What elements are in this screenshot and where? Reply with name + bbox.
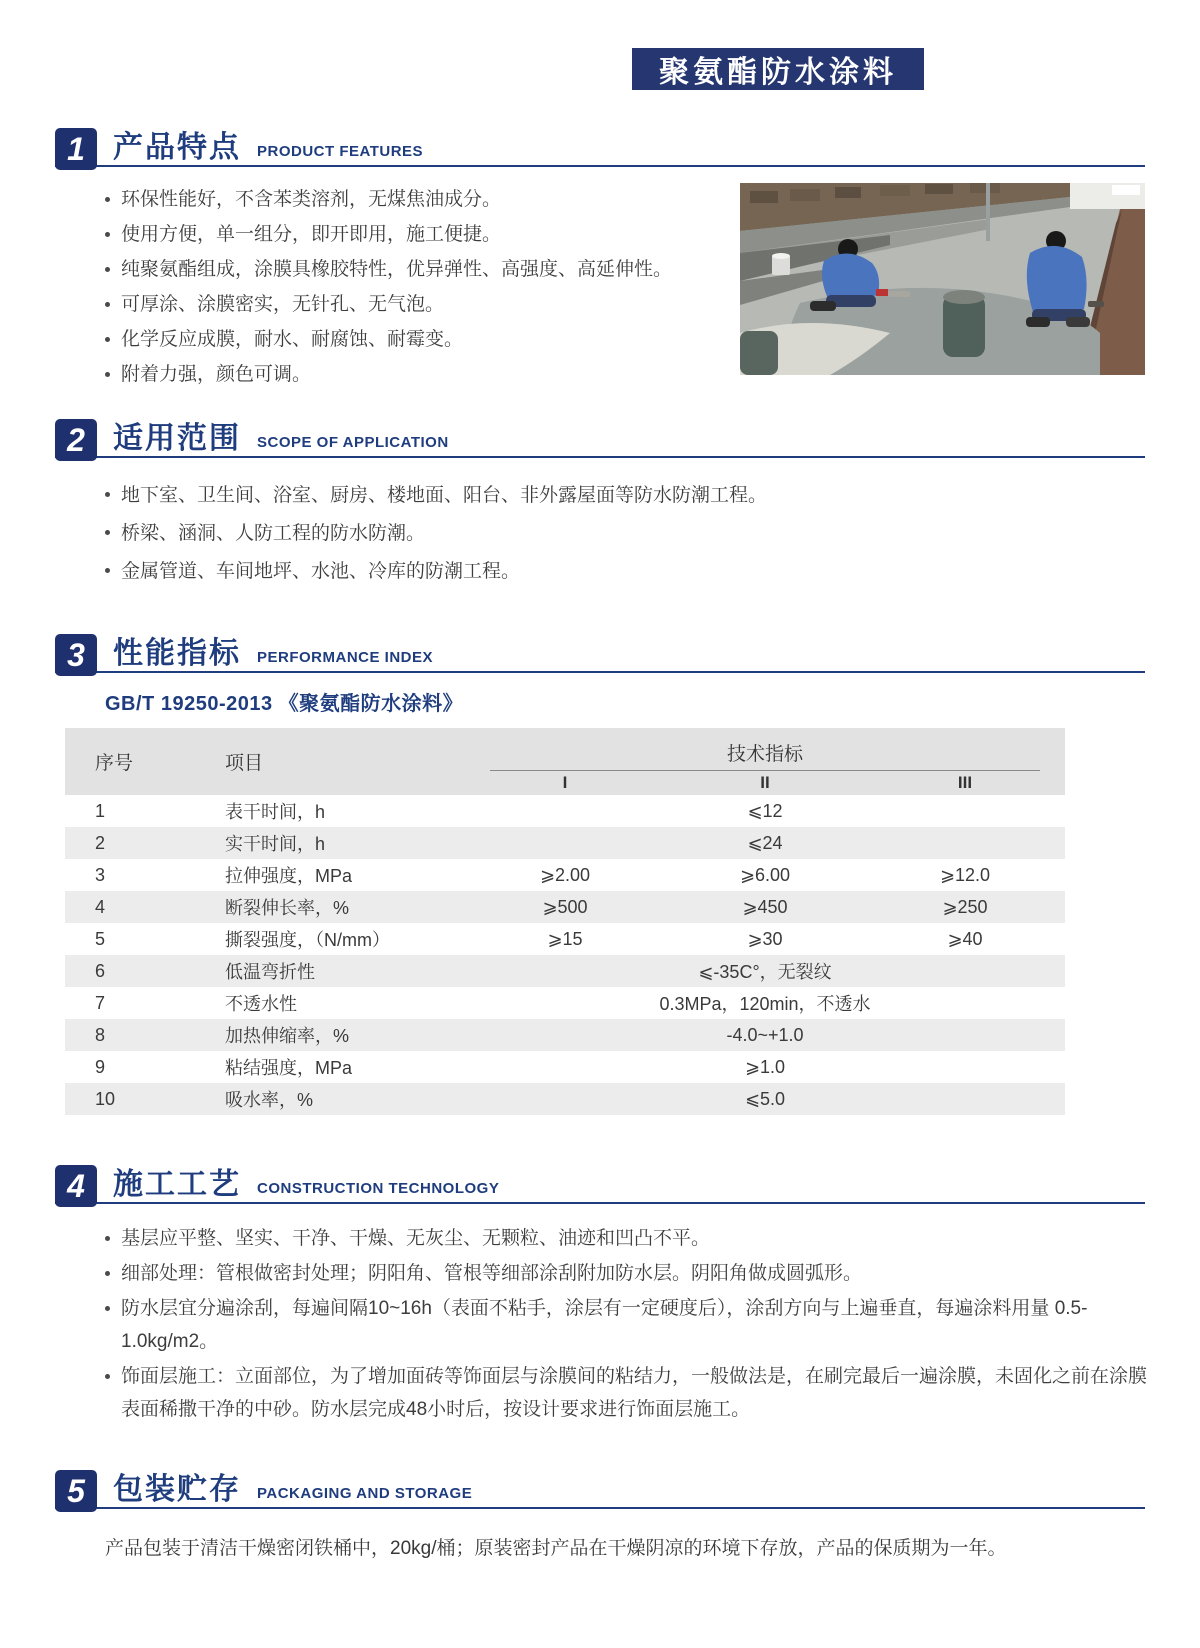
list-item [105,358,720,391]
value-grade-2: ⩾450 [742,896,788,917]
bullet-dot-icon [105,1236,110,1241]
col-header-index: 序号 [95,752,134,774]
row-values [465,1083,1065,1115]
section-header [55,128,1145,167]
section-number-badge: 5 [55,1470,97,1512]
list-item [105,516,1145,552]
scope-list [105,478,1145,590]
feature-list [105,183,720,393]
section-header [55,1470,1145,1509]
roof-coating-photo-illustration [740,183,1145,375]
list-item-text: 饰面层施工：立面部位，为了增加面砖等饰面层与涂膜间的粘结力，一般做法是，在刷完最后一遍涂膜，未固化之前在涂膜表面稀撒干净的中砂。防水层完成48小时后，按设计要求进行饰面层施工。 [121,1366,1148,1420]
list-item [105,253,720,286]
list-item-text: 环保性能好，不含苯类溶剂，无煤焦油成分。 [121,189,502,210]
list-item [105,288,720,321]
section-title-zh: 包装贮存 [113,1473,241,1506]
packaging-text: 产品包装于清洁干燥密闭铁桶中，20kg/桶；原装密封产品在干燥阴凉的环境下存放，产品的保质期为一年。 [105,1538,1007,1559]
value-span: ⩽5.0 [744,1088,786,1109]
value-span: ⩽-35C°，无裂纹 [698,962,832,982]
value-grade-1: ⩾2.00 [539,864,591,885]
section-title-en: CONSTRUCTION TECHNOLOGY [257,1180,500,1197]
bullet-dot-icon [105,337,110,342]
value-span: ⩽12 [747,800,783,821]
row-values [465,987,1065,1019]
table-row [65,859,1065,891]
section-title-en: PERFORMANCE INDEX [257,649,434,666]
value-span: ⩾1.0 [744,1056,786,1077]
table-header [65,728,1065,795]
row-item: 表干时间，h [225,802,326,822]
table-row [65,955,1065,987]
section-title-zh: 产品特点 [113,131,241,164]
bullet-dot-icon [105,492,110,497]
table-row [65,795,1065,827]
section-header [55,419,1145,458]
list-item-text: 可厚涂、涂膜密实，无针孔、无气泡。 [121,294,445,315]
list-item-text: 细部处理：管根做密封处理；阴阳角、管根等细部涂刮附加防水层。阴阳角做成圆弧形。 [121,1263,863,1284]
list-item-text: 化学反应成膜，耐水、耐腐蚀、耐霉变。 [121,329,464,350]
standard-reference: GB/T 19250-2013 《聚氨酯防水涂料》 [105,693,464,715]
bullet-dot-icon [105,530,110,535]
row-values [465,827,1065,859]
list-item [105,554,1145,590]
col-header-item: 项目 [225,752,264,774]
row-index: 4 [95,896,106,917]
value-grade-1: ⩾15 [547,928,583,949]
col-header-grade-1: I [562,773,568,792]
row-item: 实干时间，h [225,834,326,854]
table-row [65,923,1065,955]
row-values [465,859,1065,891]
row-item: 低温弯折性 [225,962,315,982]
section-title-en: PACKAGING AND STORAGE [257,1485,473,1502]
table-row [65,1051,1065,1083]
row-item: 拉伸强度，MPa [225,866,353,886]
row-index: 7 [95,992,106,1013]
value-span: 0.3MPa，120min，不透水 [659,994,871,1014]
table-row [65,1083,1065,1115]
table-row [65,1019,1065,1051]
table-row [65,987,1065,1019]
tech-subheaders [465,771,1065,795]
list-item-text: 金属管道、车间地坪、水池、冷库的防潮工程。 [121,561,521,582]
value-span: -4.0~+1.0 [726,1024,804,1045]
row-index: 9 [95,1056,106,1077]
bullet-dot-icon [105,197,110,202]
table-row [65,891,1065,923]
list-item [105,1360,1150,1426]
row-values [465,795,1065,827]
row-index: 8 [95,1024,106,1045]
section-title-zh: 性能指标 [113,637,241,670]
section-scope-of-application [0,419,1200,590]
section-product-features [0,128,1200,393]
list-item [105,323,720,356]
section-header [55,1165,1145,1204]
product-photo [740,183,1145,375]
value-grade-1: ⩾500 [542,896,588,917]
bullet-dot-icon [105,232,110,237]
section-number-badge: 3 [55,634,97,676]
row-values [465,1019,1065,1051]
row-index: 3 [95,864,106,885]
section-title-en: PRODUCT FEATURES [257,143,424,160]
bullet-dot-icon [105,372,110,377]
bullet-dot-icon [105,1374,110,1379]
section-body [0,173,1145,393]
section-number-badge: 4 [55,1165,97,1207]
row-index: 10 [95,1088,116,1109]
list-item [105,1222,1150,1255]
bullet-dot-icon [105,1271,110,1276]
row-item: 撕裂强度，（N/mm） [225,930,390,950]
col-header-grade-3: III [957,773,973,792]
bullet-dot-icon [105,267,110,272]
row-item: 加热伸缩率，% [225,1026,350,1046]
section-performance-index [0,634,1200,1115]
col-header-tech-group [465,728,1065,795]
bullet-dot-icon [105,302,110,307]
section-construction-technology [0,1165,1200,1426]
value-grade-3: ⩾40 [947,928,983,949]
row-index: 5 [95,928,106,949]
product-title: 聚氨酯防水涂料 [632,48,924,90]
list-item [105,183,720,216]
section-header [55,634,1145,673]
value-grade-3: ⩾12.0 [939,864,991,885]
performance-table [65,728,1065,1115]
row-item: 吸水率，% [225,1090,314,1110]
row-values [465,955,1065,987]
list-item [105,478,1145,514]
col-header-tech: 技术指标 [726,744,803,765]
list-item-text: 纯聚氨酯组成，涂膜具橡胶特性，优异弹性、高强度、高延伸性。 [121,259,673,280]
bullet-dot-icon [105,568,110,573]
list-item-text: 附着力强，颜色可调。 [121,364,312,385]
list-item [105,1292,1150,1358]
row-item: 断裂伸长率，% [225,898,350,918]
table-body [65,795,1065,1115]
row-values [465,1051,1065,1083]
row-index: 6 [95,960,106,981]
value-grade-2: ⩾30 [747,928,783,949]
list-item [105,218,720,251]
col-header-grade-2: II [760,773,770,792]
value-grade-2: ⩾6.00 [739,864,791,885]
section-title-en: SCOPE OF APPLICATION [257,434,449,451]
list-item-text: 地下室、卫生间、浴室、厨房、楼地面、阳台、非外露屋面等防水防潮工程。 [121,485,768,506]
row-item: 粘结强度，MPa [225,1058,353,1078]
row-values [465,891,1065,923]
list-item-text: 桥梁、涵洞、人防工程的防水防潮。 [121,523,426,544]
row-item: 不透水性 [225,994,297,1014]
section-number-badge: 1 [55,128,97,170]
value-grade-3: ⩾250 [942,896,988,917]
section-title-zh: 施工工艺 [113,1168,241,1201]
section-title-zh: 适用范围 [113,422,241,455]
list-item-text: 防水层宜分遍涂刮，每遍间隔10~16h（表面不粘手，涂层有一定硬度后），涂刮方向与上遍垂直，每遍涂料用量 0.5-1.0kg/m2。 [121,1298,1088,1352]
value-span: ⩽24 [747,832,783,853]
bullet-dot-icon [105,1306,110,1311]
row-values [465,923,1065,955]
section-packaging-storage [0,1470,1200,1565]
row-index: 1 [95,800,106,821]
section-number-badge: 2 [55,419,97,461]
list-item-text: 使用方便，单一组分，即开即用，施工便捷。 [121,224,502,245]
construction-list [105,1222,1150,1426]
row-index: 2 [95,832,106,853]
list-item-text: 基层应平整、坚实、干净、干燥、无灰尘、无颗粒、油迹和凹凸不平。 [121,1228,711,1249]
table-row [65,827,1065,859]
list-item [105,1257,1150,1290]
